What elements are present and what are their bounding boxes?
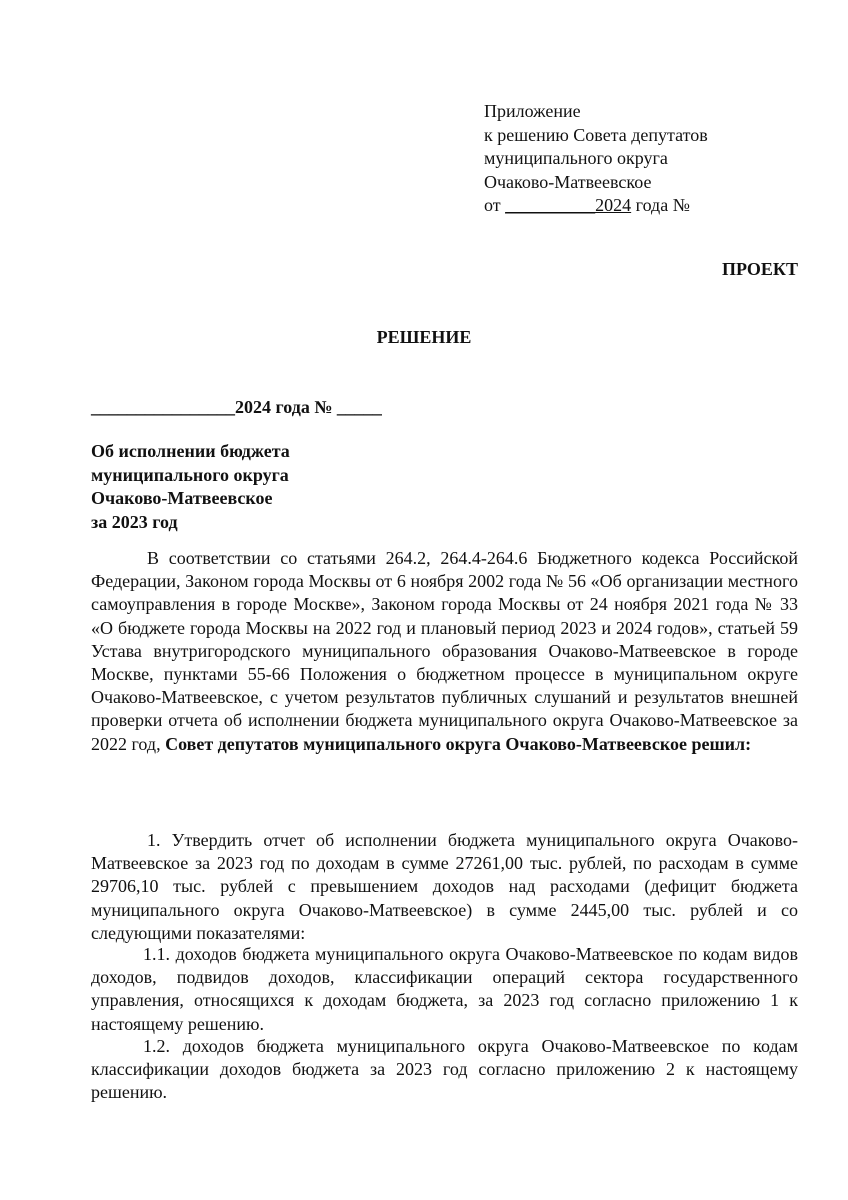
- document-heading: РЕШЕНИЕ: [376, 327, 472, 347]
- appendix-line: Очаково-Матвеевское: [484, 171, 652, 192]
- appendix-block: [484, 100, 824, 218]
- subject-line: за 2023 год: [91, 511, 178, 532]
- item-1-paragraph: 1. Утвердить отчет об исполнении бюджета муниципального округа Очаково-Матвеевское за 2023 год по доходам в сумме 27261,00 тыс. рублей, по расходам в сумме 29706,10 тыс. рублей с превышением доходов над расходами (дефицит бюджета муниципального округа Очаково-Матвеевское) в сумме 2445,00 тыс. рублей и со следующими показателями:: [91, 830, 798, 943]
- subject-line: муниципального округа: [91, 464, 289, 485]
- appendix-line: муниципального округа: [484, 148, 668, 168]
- preamble-text: В соответствии со статьями 264.2, 264.4-264.6 Бюджетного кодекса Российской Федерации, Законом города Москвы от 6 ноября 2002 года № 56 «Об организации местного самоуправления в городе Москве», Законом города Москвы от 24 ноября 2021 года № 33 «О бюджете города Москвы на 2022 год и плановый период 2023 и 2024 годов», статьей 59 Устава внутригородского муниципального образования Очаково-Матвеевское в городе Москве, пунктами 55-66 Положения о бюджетном процессе в муниципальном округе Очаково-Матвеевское, с учетом результатов публичных слушаний и результатов внешней проверки отчета об исполнении бюджета муниципального округа Очаково-Матвеевское за 2022 год,: [91, 548, 798, 754]
- appendix-line: Приложение: [484, 101, 581, 121]
- appendix-date-suffix: года №: [635, 195, 690, 215]
- appendix-line: к решению Совета депутатов: [484, 124, 708, 145]
- subject-line: Очаково-Матвеевское: [91, 488, 273, 508]
- appendix-date-line: [484, 194, 824, 218]
- item-1-1-paragraph: 1.1. доходов бюджета муниципального округа Очаково-Матвеевское по кодам видов доходов, подвидов доходов, классификации операций сектора государственного управления, относящихся к доходам бюджета, за 2023 год согласно приложению 1 к настоящему решению.: [91, 944, 798, 1034]
- decision-date-line: ________________2024 года № _____: [91, 397, 382, 417]
- project-stamp: ПРОЕКТ: [722, 259, 798, 279]
- item-1-2-paragraph: 1.2. доходов бюджета муниципального округа Очаково-Матвеевское по кодам классификации доходов бюджета за 2023 год согласно приложению 2 к настоящему решению.: [91, 1036, 798, 1103]
- appendix-date-value: __________2024: [505, 195, 632, 215]
- appendix-date-prefix: от: [484, 195, 501, 215]
- decision-subject: [91, 440, 290, 534]
- preamble-resolution: Совет депутатов муниципального округа Очаково-Матвеевское решил:: [165, 733, 752, 754]
- subject-line: Об исполнении бюджета: [91, 441, 290, 461]
- preamble-paragraph: [91, 547, 798, 756]
